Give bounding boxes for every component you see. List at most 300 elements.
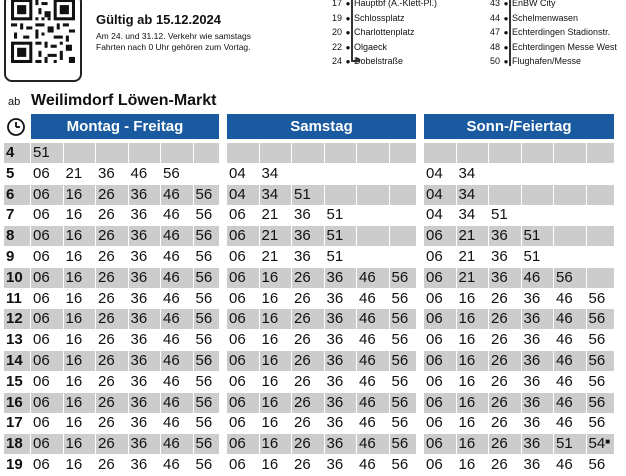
departure-minute: 51 [326, 248, 344, 265]
departure-minute: 26 [294, 393, 311, 411]
route-stop-name: Schelmenwasen [512, 12, 579, 23]
route-stop [318, 11, 437, 26]
departure-minute: 56 [163, 164, 180, 182]
departure-minute: 16 [65, 435, 83, 453]
route-stop-name: Echterdingen Stadionstr. [512, 27, 611, 37]
hour-label: 16 [4, 393, 30, 413]
departure-minute: 16 [261, 268, 279, 286]
route-stop [476, 0, 617, 11]
departure-minute: 36 [523, 331, 541, 349]
departure-minute: 16 [65, 393, 83, 411]
timetable-row [4, 393, 618, 413]
departure-minute: 56 [195, 268, 213, 286]
departure-minute: 56 [391, 310, 409, 328]
route-stop-minute: 43 [489, 0, 500, 8]
departure-minute: 56 [195, 414, 213, 432]
validity-notice [96, 12, 251, 53]
departure-minute: 36 [326, 289, 344, 307]
departure-minute: 46 [359, 435, 376, 453]
departure-minute: 36 [326, 268, 344, 286]
departure-minute: 16 [65, 248, 83, 265]
departure-minute: 26 [98, 393, 115, 411]
departure-minute: 34 [458, 206, 476, 224]
departure-minute: 16 [65, 414, 83, 432]
departure-minute: 21 [261, 227, 279, 245]
departure-minute: 56 [195, 310, 213, 328]
departure-minute: 06 [229, 248, 246, 265]
departure-minute: 06 [33, 164, 50, 182]
departure-minute: 06 [33, 372, 50, 390]
departure-minute: 36 [523, 310, 541, 328]
timetable-row [4, 143, 618, 163]
departure-minute: 26 [98, 414, 115, 432]
departure-minute: 36 [130, 456, 148, 473]
departure-minute: 56 [391, 393, 409, 411]
departure-minute: 46 [163, 372, 180, 390]
departure-minute: 26 [98, 310, 115, 328]
departure-minute: 06 [229, 227, 246, 245]
departure-minute: 06 [426, 456, 443, 473]
hour-label: 14 [4, 351, 30, 371]
route-stop-minute: 44 [489, 12, 500, 23]
departure-minute: 46 [163, 331, 180, 349]
departure-minute: 46 [359, 352, 376, 369]
departure-minute: 26 [491, 289, 508, 307]
sunday-header: Sonn-/Feiertag [424, 114, 614, 139]
column-separator [521, 143, 522, 476]
departure-minute: 16 [261, 310, 279, 328]
departure-minute: 46 [359, 289, 376, 307]
departure-minute: 06 [33, 331, 50, 349]
departure-minute: 26 [98, 248, 115, 265]
departure-minute: 16 [65, 227, 83, 245]
departure-minute: 06 [229, 310, 246, 328]
route-stop [476, 54, 617, 69]
departure-minute: 26 [98, 227, 115, 245]
departure-minute: 46 [556, 289, 573, 307]
departure-minute: 56 [588, 352, 606, 369]
departure-minute: 51 [523, 248, 541, 265]
departure-minute: 46 [359, 372, 376, 390]
departure-minute: 06 [33, 268, 50, 286]
route-stop-name: Charlottenplatz [354, 27, 415, 37]
departure-minute: 36 [491, 248, 508, 265]
departure-minute: 06 [33, 435, 50, 453]
departure-minute: 36 [130, 372, 148, 390]
departure-minute: 06 [33, 206, 50, 224]
route-stop-minute: 22 [331, 41, 342, 52]
departure-minute: 06 [426, 310, 443, 328]
departure-minute: 56 [391, 456, 409, 473]
departure-minute: 36 [98, 164, 115, 182]
departure-minute: 56 [588, 456, 606, 473]
departure-minute: 06 [33, 185, 50, 203]
departure-minute: 26 [491, 414, 508, 432]
departure-minute: 06 [229, 456, 246, 473]
departure-minute: 06 [229, 372, 246, 390]
column-separator [324, 143, 325, 476]
departure-minute: 56 [588, 310, 606, 328]
departure-minute: 56 [195, 393, 213, 411]
route-stop-minute: 20 [331, 27, 342, 37]
departure-minute: 04 [426, 164, 443, 182]
departure-minute: 46 [359, 414, 376, 432]
departure-minute: 06 [229, 414, 246, 432]
departure-minute: 26 [98, 435, 115, 453]
departure-minute: 16 [261, 456, 279, 473]
departure-minute: 06 [426, 414, 443, 432]
departure-minute: 36 [491, 268, 508, 286]
timetable-row [4, 289, 618, 309]
validity-note-line1: Am 24. und 31.12. Verkehr wie samstags [96, 31, 251, 41]
departure-minute: 34 [261, 185, 279, 203]
departure-minute: 26 [294, 268, 311, 286]
route-stop [318, 54, 437, 69]
route-stop-name: Olgaeck [354, 41, 388, 52]
qr-code-icon [11, 0, 75, 63]
departure-minute: 26 [491, 352, 508, 369]
timetable-row [4, 247, 618, 267]
departure-minute: 16 [261, 331, 279, 349]
departure-minute: 36 [326, 372, 344, 390]
hour-label: 8 [4, 226, 30, 246]
departure-minute: 46 [556, 414, 573, 432]
departure-minute: 56 [391, 372, 409, 390]
departure-minute: 36 [130, 206, 148, 224]
hour-label: 4 [4, 143, 30, 163]
departure-minute: 06 [229, 268, 246, 286]
departure-minute: 26 [294, 310, 311, 328]
column-separator [259, 143, 260, 476]
hour-label: 19 [6, 456, 23, 473]
stop-name: Weilimdorf Löwen-Markt [31, 92, 217, 109]
departure-minute: 06 [33, 456, 50, 473]
route-stop [476, 40, 617, 55]
departure-minute: 36 [326, 310, 344, 328]
departure-minute: 26 [294, 414, 311, 432]
departure-minute: 46 [163, 310, 180, 328]
column-separator [586, 143, 587, 476]
departure-minute: 56 [195, 227, 213, 245]
stop-dot-icon: ● [345, 42, 351, 52]
departure-minute: 26 [98, 352, 115, 369]
stop-dot-icon: ● [503, 57, 509, 66]
departure-minute: 04 [426, 185, 443, 203]
timetable-row [4, 434, 618, 454]
departure-minute: 54■ [588, 435, 611, 453]
route-stop [318, 40, 437, 55]
route-stop-minute: 48 [489, 41, 500, 52]
hour-label: 11 [6, 289, 22, 307]
departure-minute: 06 [33, 352, 50, 369]
departure-minute: 34 [458, 164, 476, 182]
saturday-header: Samstag [227, 114, 416, 139]
departure-minute: 51 [294, 185, 311, 203]
departure-minute: 16 [65, 331, 83, 349]
timetable-row [4, 309, 618, 329]
departure-minute: 16 [65, 352, 83, 369]
departure-minute: 36 [294, 206, 311, 224]
column-separator [95, 143, 96, 476]
departure-minute: 36 [523, 456, 541, 473]
departure-minute: 16 [65, 206, 83, 224]
departure-minute: 51 [326, 227, 344, 245]
departure-minute: 16 [65, 310, 83, 328]
departure-minute: 56 [556, 268, 573, 286]
departure-minute: 56 [195, 206, 213, 224]
departure-minute: 04 [229, 164, 246, 182]
departure-minute: 56 [195, 248, 213, 265]
hour-label: 7 [6, 206, 15, 224]
departure-minute: 26 [294, 331, 311, 349]
departure-minute: 46 [163, 248, 180, 265]
departure-minute: 51 [556, 435, 573, 453]
departure-minute: 34 [261, 164, 279, 182]
departure-minute: 46 [163, 435, 180, 453]
clock-icon [6, 117, 26, 137]
departure-minute: 16 [458, 331, 476, 349]
departure-minute: 46 [163, 289, 180, 307]
departure-minute: 06 [33, 227, 50, 245]
departure-minute: 36 [491, 227, 508, 245]
departure-minute: 16 [261, 393, 279, 411]
route-stop-minute: 19 [331, 12, 342, 23]
stop-dot-icon: ● [345, 28, 351, 37]
departure-minute: 06 [33, 289, 50, 307]
timetable-row [4, 372, 618, 392]
departure-minute: 56 [391, 268, 409, 286]
departure-minute: 46 [163, 227, 180, 245]
departure-minute: 46 [556, 331, 573, 349]
departure-minute: 16 [65, 289, 83, 307]
departure-minute: 56 [391, 289, 409, 307]
departure-minute: 56 [391, 331, 409, 349]
departure-minute: 36 [326, 393, 344, 411]
route-stops-left [318, 0, 437, 69]
departure-minute: 46 [359, 310, 376, 328]
timetable-row [4, 268, 618, 288]
departure-minute: 16 [458, 372, 476, 390]
departure-minute: 46 [163, 206, 180, 224]
departure-minute: 26 [98, 185, 115, 203]
column-separator [193, 143, 194, 476]
stop-dot-icon: ● [345, 57, 351, 66]
departure-minute: 26 [491, 372, 508, 390]
departure-minute: 06 [229, 331, 246, 349]
departure-minute: 36 [326, 414, 344, 432]
column-separator [160, 143, 161, 476]
validity-title: Gültig ab 15.12.2024 [96, 12, 222, 27]
departure-minute: 06 [229, 393, 246, 411]
departure-minute: 06 [229, 435, 246, 453]
departure-minute: 06 [426, 393, 443, 411]
departure-minute: 26 [491, 331, 508, 349]
hour-label: 9 [6, 248, 15, 265]
departure-minute: 06 [426, 248, 443, 265]
column-separator [389, 143, 390, 476]
route-stop-minute: 50 [489, 56, 500, 66]
departure-minute: 56 [588, 289, 606, 307]
column-separator [356, 143, 357, 476]
departure-minute: 56 [391, 414, 409, 432]
route-stop-name: Hauptbf (A.-Klett-Pl.) [354, 0, 438, 8]
departure-minute: 56 [195, 435, 213, 453]
route-stop-name: Echterdingen Messe West [512, 41, 617, 52]
departure-minute: 36 [523, 414, 541, 432]
departure-minute: 36 [326, 331, 344, 349]
departure-minute: 56 [588, 331, 606, 349]
stop-dot-icon: ● [503, 0, 509, 8]
departure-minute: 36 [523, 352, 541, 369]
timetable-row [4, 330, 618, 350]
departure-minute: 26 [98, 206, 115, 224]
departure-minute: 21 [261, 206, 279, 224]
departure-minute: 46 [163, 393, 180, 411]
departure-minute: 36 [294, 227, 311, 245]
departure-minute: 56 [195, 331, 213, 349]
departure-minute: 36 [326, 352, 344, 369]
departure-minute: 06 [33, 393, 50, 411]
departure-minute: 46 [163, 185, 180, 203]
route-stop [476, 11, 617, 26]
departure-minute: 36 [523, 372, 541, 390]
departure-minute: 21 [458, 268, 476, 286]
departure-minute: 26 [294, 352, 311, 369]
route-stop-name: Flughafen/Messe [512, 56, 582, 66]
departure-minute: 51 [491, 206, 508, 224]
timetable-row [4, 455, 618, 475]
departure-minute: 46 [163, 268, 180, 286]
timetable-row [4, 351, 618, 371]
qr-code [4, 0, 82, 82]
hour-label: 12 [4, 309, 30, 329]
hour-label: 13 [6, 331, 23, 349]
departure-minute: 56 [195, 456, 213, 473]
departure-minute: 26 [491, 435, 508, 453]
departure-minute: 56 [588, 372, 606, 390]
weekday-header: Montag - Freitag [31, 114, 219, 139]
column-separator [128, 143, 129, 476]
route-stop [318, 25, 437, 40]
departure-minute: 21 [458, 227, 476, 245]
departure-minute: 46 [359, 331, 376, 349]
departure-minute: 16 [65, 456, 83, 473]
column-separator [63, 143, 64, 476]
departure-minute: 06 [426, 268, 443, 286]
departure-minute: 36 [294, 248, 311, 265]
timetable-row [4, 413, 618, 433]
departure-minute: 16 [261, 289, 279, 307]
departure-minute: 46 [556, 352, 573, 369]
hour-label: 18 [4, 434, 30, 454]
footnote-mark: ■ [605, 437, 611, 447]
departure-minute: 46 [359, 268, 376, 286]
departure-minute: 46 [130, 164, 148, 182]
departure-minute: 06 [426, 331, 443, 349]
departure-minute: 06 [229, 289, 246, 307]
departure-minute: 26 [491, 310, 508, 328]
departure-minute: 56 [195, 352, 213, 369]
departure-minute: 36 [523, 289, 541, 307]
departure-minute: 16 [65, 372, 83, 390]
departure-minute: 36 [130, 331, 148, 349]
departure-minute: 26 [98, 456, 115, 473]
departure-minute: 16 [261, 414, 279, 432]
departure-minute: 36 [326, 435, 344, 453]
route-stop [476, 25, 617, 40]
departure-minute: 16 [261, 372, 279, 390]
departure-minute: 26 [98, 331, 115, 349]
departure-minute: 56 [391, 352, 409, 369]
route-stop [318, 0, 437, 11]
departure-minute: 51 [523, 227, 541, 245]
stop-prefix: ab [8, 96, 21, 108]
route-stop-name: Dobelstraße [354, 56, 404, 66]
departure-minute: 36 [326, 456, 344, 473]
departure-minute: 16 [65, 185, 83, 203]
route-stops-right [476, 0, 617, 69]
departure-minute: 51 [33, 144, 50, 161]
timetable-row [4, 226, 618, 246]
departure-minute: 06 [229, 206, 246, 224]
departure-minute: 46 [556, 372, 573, 390]
departure-minute: 16 [458, 289, 476, 307]
departure-minute: 36 [130, 268, 148, 286]
departure-minute: 26 [294, 289, 311, 307]
departure-minute: 06 [426, 435, 443, 453]
departure-minute: 46 [163, 456, 180, 473]
stop-dot-icon: ● [345, 13, 351, 23]
route-stop-minute: 24 [331, 56, 342, 66]
departure-minute: 21 [261, 248, 279, 265]
column-separator [553, 143, 554, 476]
departure-minute: 06 [426, 227, 443, 245]
departure-minute: 26 [98, 268, 115, 286]
departure-minute: 36 [130, 248, 148, 265]
departure-minute: 46 [359, 456, 376, 473]
timetable-row [4, 164, 618, 184]
departure-minute: 06 [426, 372, 443, 390]
departure-minute: 36 [130, 414, 148, 432]
column-separator [456, 143, 457, 476]
departure-minute: 16 [261, 352, 279, 369]
route-stop-name: Schlossplatz [354, 12, 405, 23]
departure-minute: 16 [458, 456, 476, 473]
column-separator [291, 143, 292, 476]
column-separator [488, 143, 489, 476]
departure-minute: 36 [130, 289, 148, 307]
stop-dot-icon: ● [503, 42, 509, 52]
departure-minute: 06 [33, 414, 50, 432]
route-stop-minute: 17 [331, 0, 342, 8]
departure-minute: 21 [65, 164, 83, 182]
timetable-row [4, 205, 618, 225]
departure-minute: 36 [130, 185, 148, 203]
departure-minute: 16 [458, 352, 476, 369]
departure-minute: 06 [229, 352, 246, 369]
departure-minute: 16 [458, 435, 476, 453]
departure-minute: 06 [33, 310, 50, 328]
departure-minute: 36 [523, 393, 541, 411]
departure-minute: 26 [294, 456, 311, 473]
departure-minute: 34 [458, 185, 476, 203]
departure-minute: 46 [556, 393, 573, 411]
departure-minute: 26 [98, 289, 115, 307]
hour-label: 17 [6, 414, 23, 432]
departure-minute: 46 [556, 456, 573, 473]
departure-minute: 36 [130, 227, 148, 245]
departure-minute: 56 [588, 393, 606, 411]
